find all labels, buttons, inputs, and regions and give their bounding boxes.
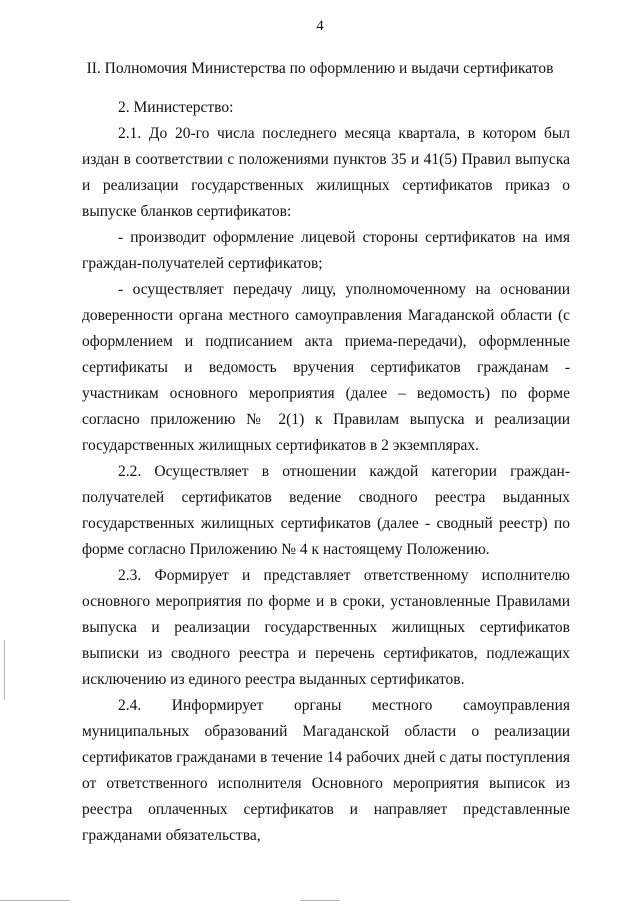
paragraph-2-1: 2.1. До 20-го числа последнего месяца квартала, в котором был издан в соответствии с положениями пунктов 35 и 41(5) Правил выпуска и реализации государственных жилищных сертификатов приказ о выпуске бланков сертификатов: [82,125,570,220]
section-title: II. Полномочия Министерства по оформлению и выдачи сертификатов [86,60,554,77]
paragraph-bullet-transfer: - осуществляет передачу лицу, уполномоченному на основании доверенности органа местного самоуправления Магаданской области (с оформлением и подписанием акта приема-передачи), оформленные сертификаты и ведомость вручения сертификатов гражданам - участникам основного мероприятия (далее – ведомость) по форме согласно приложению № 2(1) к Правилам выпуска и реализации государственных жилищных сертификатов в 2 экземплярах. [82,281,570,454]
scan-edge-mark-bottom [0,900,70,901]
paragraph-2-2: 2.2. Осуществляет в отношении каждой категории граждан-получателей сертификатов ведение сводного реестра выданных государственных жилищных сертификатов (далее - сводный реестр) по форме согласно Приложению № 4 к настоящему Положению. [82,463,570,558]
scan-edge-mark-left [4,640,5,700]
paragraph-bullet-front-side: - производит оформление лицевой стороны сертификатов на имя граждан-получателей сертификатов; [82,229,570,272]
paragraph-ministry-intro: 2. Министерство: [118,99,234,116]
paragraph-2-4: 2.4. Информирует органы местного самоуправления муниципальных образований Магаданской области о реализации сертификатов гражданами в течение 14 рабочих дней с даты поступления от ответственного исполнителя Основного мероприятия выписок из реестра оплаченных сертификатов и направляет представленные гражданами обязательства, [82,697,570,844]
scan-edge-mark-bottom-center [300,900,340,901]
page-number: 4 [316,18,324,34]
document-body [82,95,570,849]
paragraph-2-3: 2.3. Формирует и представляет ответственному исполнителю основного мероприятия по форме и в сроки, установленные Правилами выпуска и реализации государственных жилищных сертификатов выписки из сводного реестра и перечень сертификатов, подлежащих исключению из единого реестра выданных сертификатов. [82,567,570,688]
